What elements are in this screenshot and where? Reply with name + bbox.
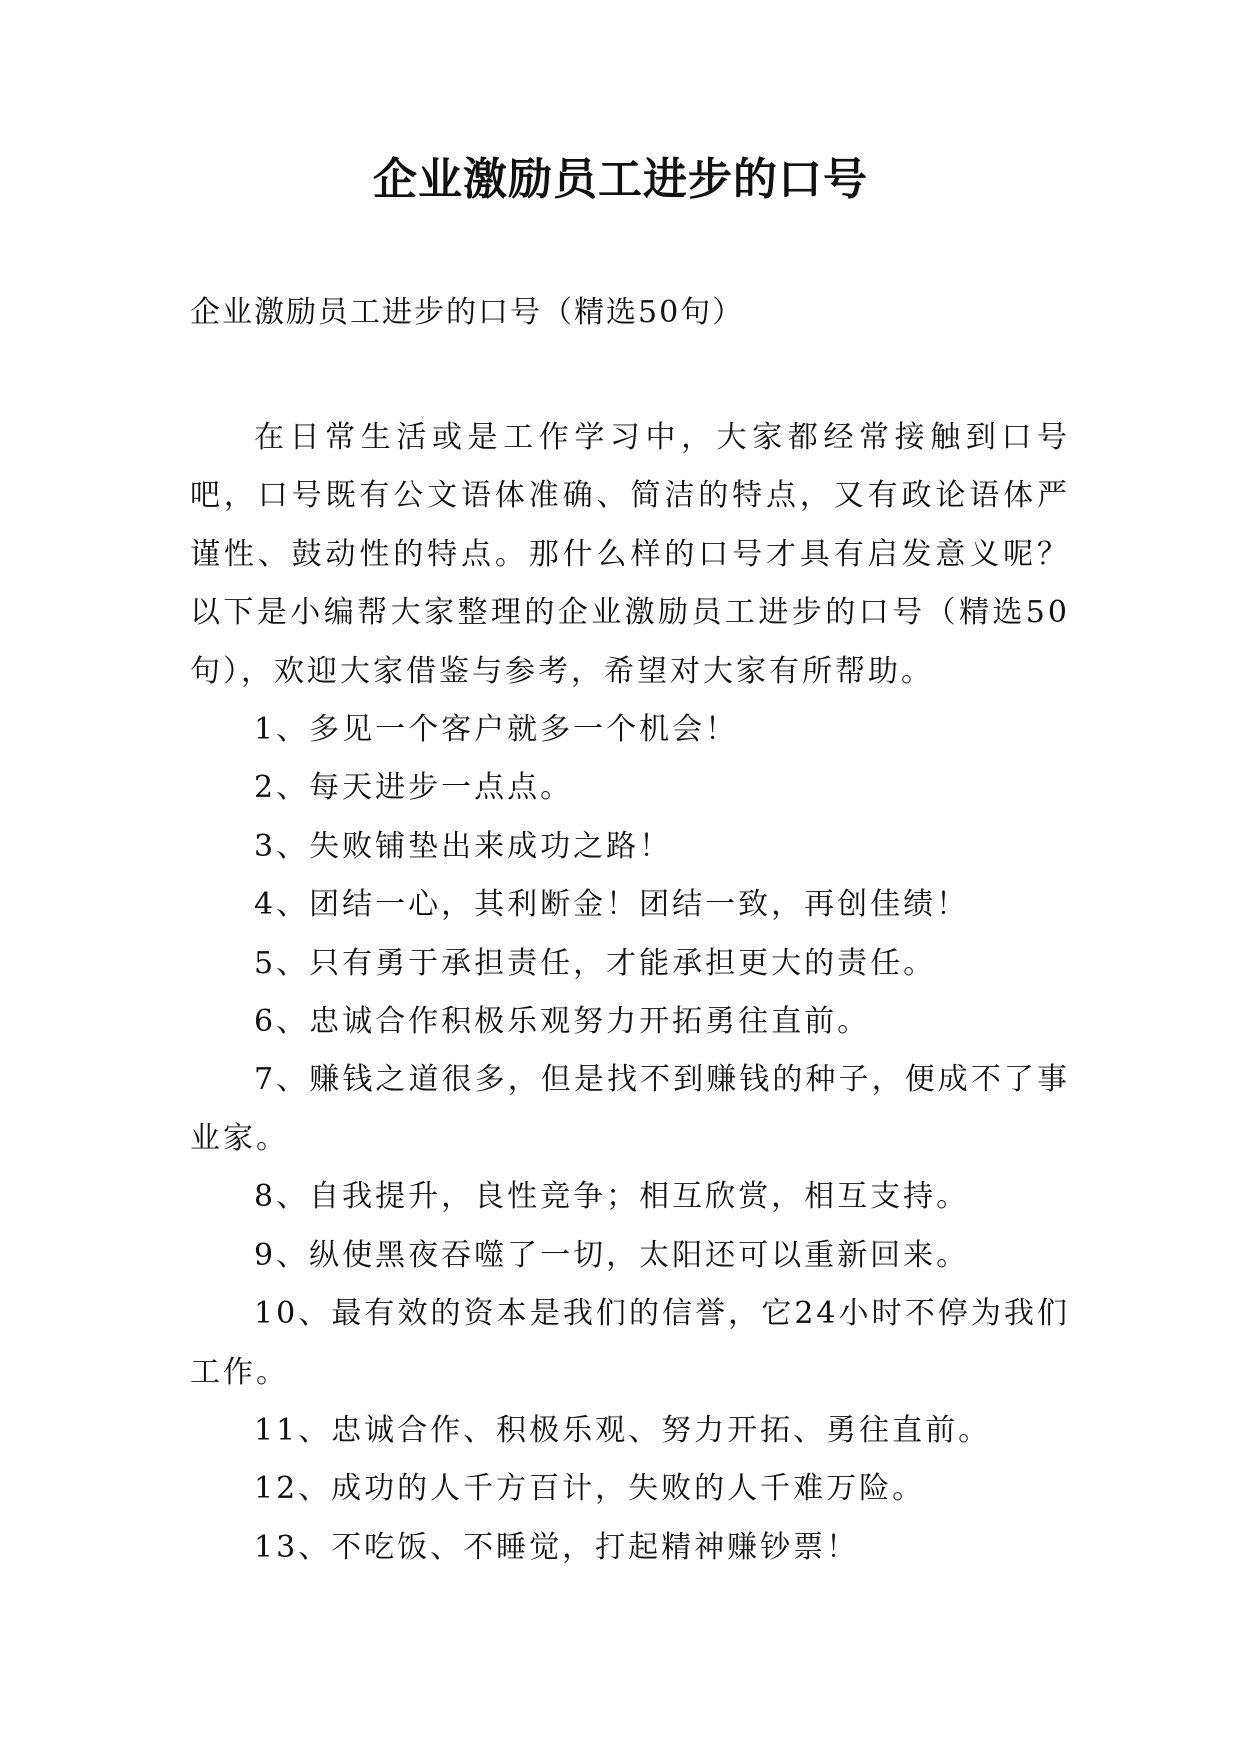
slogan-item: 2、每天进步一点点。 bbox=[254, 770, 574, 806]
slogan-item: 6、忠诚合作积极乐观努力开拓勇往直前。 bbox=[254, 1004, 871, 1040]
slogan-item: 3、失败铺垫出来成功之路！ bbox=[254, 828, 673, 864]
slogan-item: 12、成功的人千方百计，失败的人千难万险。 bbox=[254, 1471, 926, 1507]
slogan-item: 9、纵使黑夜吞噬了一切，太阳还可以重新回来。 bbox=[254, 1237, 970, 1273]
slogan-item: 10、最有效的资本是我们的信誉，它24小时不停为我们工作。 bbox=[190, 1296, 1070, 1390]
slogan-item: 13、不吃饭、不睡觉，打起精神赚钞票！ bbox=[254, 1529, 860, 1565]
slogan-item: 5、只有勇于承担责任，才能承担更大的责任。 bbox=[254, 945, 937, 981]
document-body bbox=[190, 409, 1070, 1577]
slogan-item: 1、多见一个客户就多一个机会！ bbox=[254, 712, 739, 748]
intro-paragraph: 在日常生活或是工作学习中，大家都经常接触到口号吧，口号既有公文语体准确、简洁的特点，又有政论语体严谨性、鼓动性的特点。那什么样的口号才具有启发意义呢？以下是小编帮大家整理的企业激励员工进步的口号（精选50句），欢迎大家借鉴与参考，希望对大家有所帮助。 bbox=[190, 420, 1070, 689]
document-subtitle: 企业激励员工进步的口号（精选50句） bbox=[190, 295, 745, 330]
slogan-item: 8、自我提升，良性竞争；相互欣赏，相互支持。 bbox=[254, 1179, 970, 1215]
slogan-item: 11、忠诚合作、积极乐观、努力开拓、勇往直前。 bbox=[254, 1412, 992, 1448]
slogan-item: 7、赚钱之道很多，但是找不到赚钱的种子，便成不了事业家。 bbox=[190, 1062, 1070, 1156]
page-title: 企业激励员工进步的口号 bbox=[373, 154, 868, 205]
slogan-item: 4、团结一心，其利断金！团结一致，再创佳绩！ bbox=[254, 887, 970, 923]
